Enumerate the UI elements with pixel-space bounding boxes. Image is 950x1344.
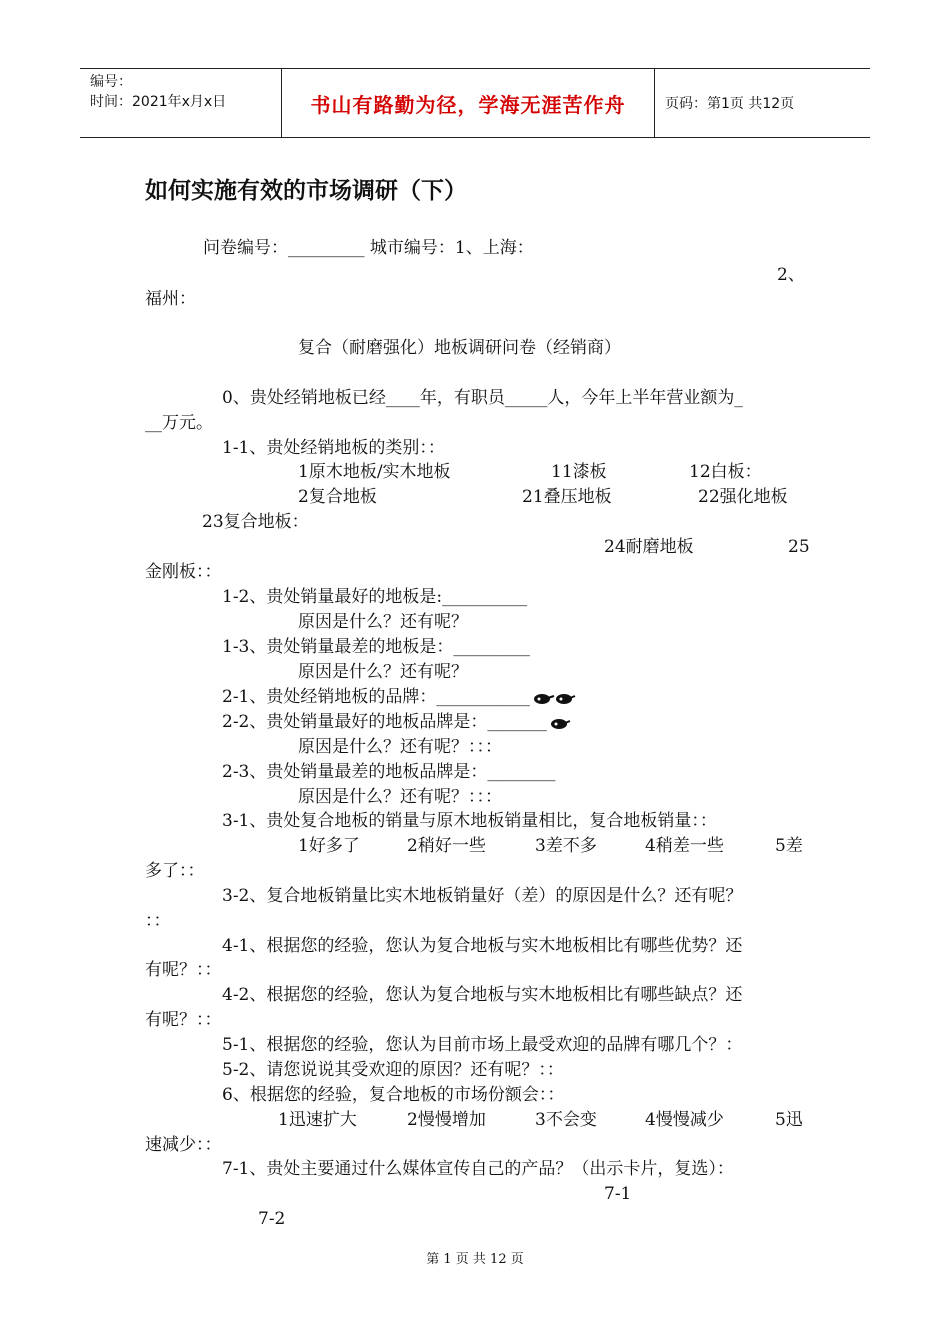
question-2-1-text: 2-1、贵处经销地板的品牌：___________ <box>222 687 530 707</box>
follow-up-text: 原因是什么？还有呢？：：： <box>298 737 502 757</box>
option-text: 23复合地板： <box>202 512 309 532</box>
text-line: 7-2 <box>258 1209 286 1229</box>
code-label: 编号： <box>90 74 132 90</box>
text-line: 福州： <box>145 289 196 309</box>
option-text: 1迅速扩大 <box>278 1110 357 1130</box>
text-line: 金刚板：： <box>145 562 222 582</box>
follow-up-text: 原因是什么？还有呢？ <box>298 612 468 632</box>
text-line: ：： <box>145 911 171 931</box>
doodle-icon <box>549 715 571 731</box>
question-1-2: 1-2、贵处销量最好的地板是:__________ <box>222 587 528 607</box>
questionnaire-number-line: 问卷编号：_________ 城市编号：1、上海： <box>203 238 534 258</box>
option-text: 4慢慢减少 <box>645 1110 724 1130</box>
option-text: 1原木地板/实木地板 <box>298 462 451 482</box>
text-line: 2、 <box>777 265 805 285</box>
option-text: 3不会变 <box>535 1110 597 1130</box>
text-line: 多了：： <box>145 861 205 881</box>
question-5-1: 5-1、根据您的经验，您认为目前市场上最受欢迎的品牌有哪几个？： <box>222 1035 743 1055</box>
option-text: 11漆板 <box>551 462 607 482</box>
option-text: 5迅 <box>775 1110 803 1130</box>
question-3-1: 3-1、贵处复合地板的销量与原木地板销量相比，复合地板销量：： <box>222 811 717 831</box>
question-2-1 <box>222 685 576 709</box>
header-page-info: 页码：第1页 共12页 <box>665 96 795 112</box>
option-text: 2稍好一些 <box>407 836 486 856</box>
page-header <box>80 68 870 138</box>
option-text: 21叠压地板 <box>522 487 612 507</box>
question-5-2: 5-2、请您说说其受欢迎的原因？还有呢？：： <box>222 1060 564 1080</box>
text-line: 有呢？：： <box>145 1010 222 1030</box>
option-text: 3差不多 <box>535 836 597 856</box>
option-text: 2慢慢增加 <box>407 1110 486 1130</box>
question-4-2: 4-2、根据您的经验，您认为复合地板与实木地板相比有哪些缺点？还 <box>222 985 743 1005</box>
survey-title: 复合（耐磨强化）地板调研问卷（经销商） <box>298 338 621 358</box>
text-line: 7-1 <box>604 1184 632 1204</box>
header-meta <box>80 69 282 137</box>
follow-up-text: 原因是什么？还有呢？：：： <box>298 787 502 807</box>
time-label: 时间：2021年x月x日 <box>90 94 227 110</box>
text-line: __万元。 <box>145 413 213 433</box>
question-1-3: 1-3、贵处销量最差的地板是：_________ <box>222 637 530 657</box>
doodle-icon <box>532 690 576 706</box>
question-6: 6、根据您的经验，复合地板的市场份额会：： <box>222 1085 565 1105</box>
question-3-2: 3-2、复合地板销量比实木地板销量好（差）的原因是什么？还有呢？ <box>222 886 743 906</box>
question-1-1: 1-1、贵处经销地板的类别：： <box>222 438 445 458</box>
question-2-3: 2-3、贵处销量最差的地板品牌是：________ <box>222 762 556 782</box>
text-line: 有呢？：： <box>145 960 222 980</box>
option-text: 24耐磨地板 <box>604 537 694 557</box>
question-0: 0、贵处经销地板已经____年，有职员_____人，今年上半年营业额为_ <box>222 388 743 408</box>
question-2-2 <box>222 710 571 734</box>
option-text: 12白板： <box>689 462 762 482</box>
page-footer: 第 1 页 共 12 页 <box>426 1252 524 1267</box>
option-text: 25 <box>788 537 810 557</box>
header-motto-cell <box>282 69 655 137</box>
option-text: 4稍差一些 <box>645 836 724 856</box>
option-text: 22强化地板 <box>698 487 788 507</box>
option-text: 1好多了 <box>298 836 360 856</box>
header-motto: 书山有路勤为径，学海无涯苦作舟 <box>310 92 626 117</box>
follow-up-text: 原因是什么？还有呢？ <box>298 662 468 682</box>
question-2-2-text: 2-2、贵处销量最好的地板品牌是：_______ <box>222 712 547 732</box>
question-4-1: 4-1、根据您的经验，您认为复合地板与实木地板相比有哪些优势？还 <box>222 936 743 956</box>
article-title: 如何实施有效的市场调研（下） <box>145 178 467 204</box>
text-line: 速减少：： <box>145 1135 222 1155</box>
option-text: 5差 <box>775 836 803 856</box>
option-text: 2复合地板 <box>298 487 377 507</box>
question-7-1: 7-1、贵处主要通过什么媒体宣传自己的产品？（出示卡片，复选）： <box>222 1159 734 1179</box>
